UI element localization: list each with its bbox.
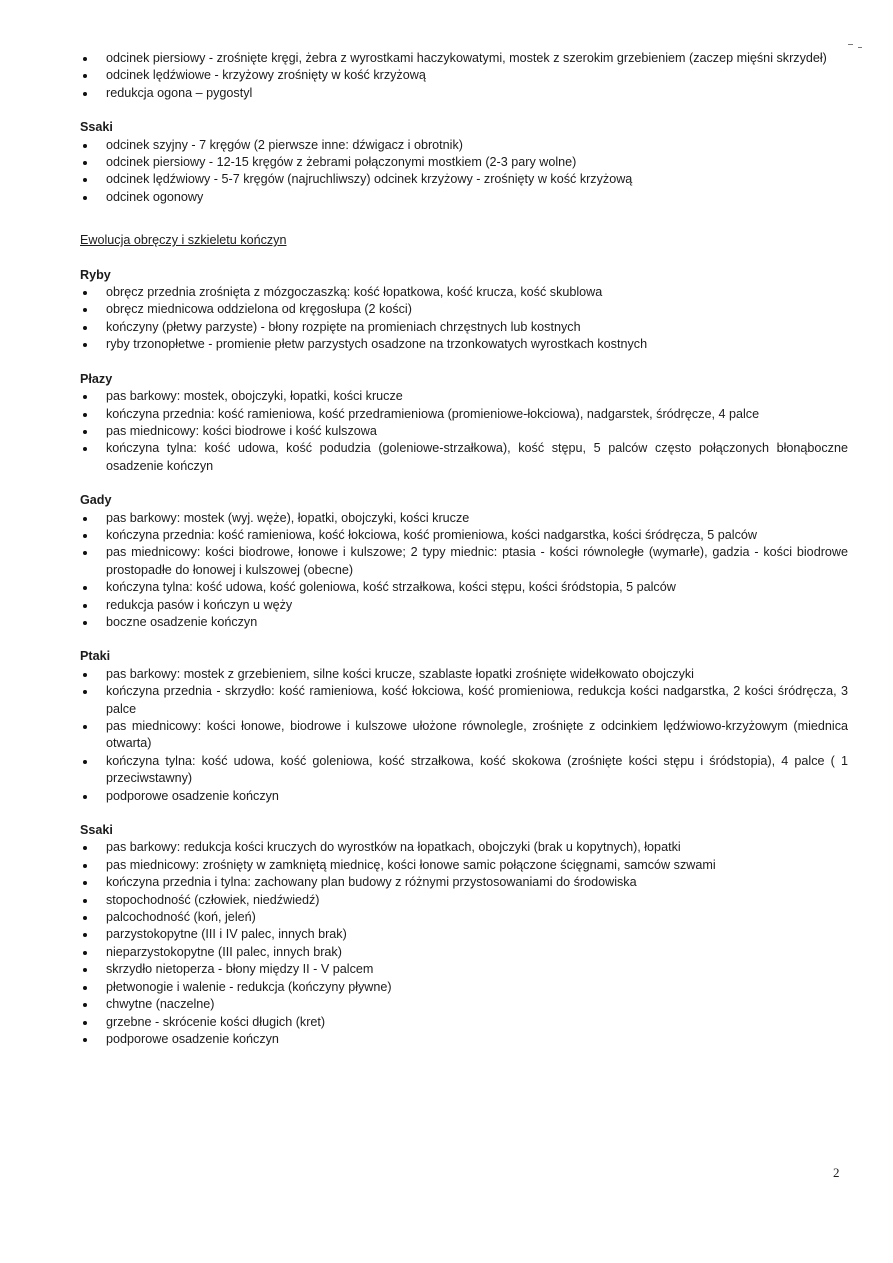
- section-heading: Ewolucja obręczy i szkieletu kończyn: [80, 233, 287, 248]
- mammals-limbs-section: [80, 822, 848, 1048]
- reptiles-section: [80, 492, 848, 631]
- list-item: podporowe osadzenie kończyn: [80, 1031, 848, 1048]
- list-item: redukcja ogona – pygostyl: [80, 85, 848, 102]
- list-item: nieparzystokopytne (III palec, innych brak): [80, 944, 848, 961]
- birds-section: [80, 648, 848, 805]
- scan-speck: [848, 44, 853, 45]
- list-item: pas barkowy: redukcja kości kruczych do wyrostków na łopatkach, obojczyki (brak u kopytnych), łopatki: [80, 839, 848, 856]
- list-item: kończyna przednia: kość ramieniowa, kość przedramieniowa (promieniowe-łokciowa), nadgarstek, śródręcze, 4 palce: [80, 406, 848, 423]
- list-item: pas miednicowy: kości łonowe, biodrowe i kulszowe ułożone równolegle, zrośnięte z odcinkiem lędźwiowo-krzyżowym (miednica otwarta): [80, 718, 848, 753]
- group-title: Płazy: [80, 371, 113, 386]
- list-item: pas barkowy: mostek, obojczyki, łopatki, kości krucze: [80, 388, 848, 405]
- list-item: odcinek piersiowy - zrośnięte kręgi, żebra z wyrostkami haczykowatymi, mostek z szerokim grzebieniem (zaczep mięśni skrzydeł): [80, 50, 848, 67]
- fish-list: [80, 284, 848, 354]
- list-item: obręcz miednicowa oddzielona od kręgosłupa (2 kości): [80, 301, 848, 318]
- list-item: pas miednicowy: kości biodrowe, łonowe i kulszowe; 2 typy miednic: ptasia - kości równoległe (wymarłe), gadzia - kości biodrowe prostopadłe do łonowej i kulszowej (obecne): [80, 544, 848, 579]
- fish-section: [80, 267, 848, 354]
- list-item: odcinek lędźwiowy - 5-7 kręgów (najruchliwszy) odcinek krzyżowy - zrośnięty w kość krzyżową: [80, 171, 848, 188]
- list-item: podporowe osadzenie kończyn: [80, 788, 848, 805]
- list-item: chwytne (naczelne): [80, 996, 848, 1013]
- birds-list: [80, 666, 848, 805]
- group-title: Ssaki: [80, 823, 113, 838]
- reptiles-list: [80, 510, 848, 632]
- list-item: parzystokopytne (III i IV palec, innych brak): [80, 926, 848, 943]
- amphibians-list: [80, 388, 848, 475]
- list-item: kończyna przednia i tylna: zachowany plan budowy z różnymi przystosowaniami do środowiska: [80, 874, 848, 891]
- mammals-spine-list: [80, 137, 848, 207]
- group-title: Ptaki: [80, 649, 111, 664]
- group-title: Ryby: [80, 267, 111, 282]
- list-item: odcinek ogonowy: [80, 189, 848, 206]
- list-item: stopochodność (człowiek, niedźwiedź): [80, 892, 848, 909]
- page-number: 2: [833, 1165, 840, 1180]
- list-item: pas barkowy: mostek (wyj. węże), łopatki, obojczyki, kości krucze: [80, 510, 848, 527]
- list-item: kończyna tylna: kość udowa, kość goleniowa, kość strzałkowa, kość skokowa (zrośnięte kości stępu i śródstopia), 4 palce ( 1 przeciwstawny): [80, 753, 848, 788]
- list-item: boczne osadzenie kończyn: [80, 614, 848, 631]
- group-title: Ssaki: [80, 120, 113, 135]
- list-item: obręcz przednia zrośnięta z mózgoczaszką: kość łopatkowa, kość krucza, kość skublowa: [80, 284, 848, 301]
- list-item: odcinek lędźwiowe - krzyżowy zrośnięty w kość krzyżową: [80, 67, 848, 84]
- list-item: grzebne - skrócenie kości długich (kret): [80, 1014, 848, 1031]
- list-item: pas miednicowy: zrośnięty w zamkniętą miednicę, kości łonowe samic połączone ścięgnami, samców szwami: [80, 857, 848, 874]
- list-item: pas barkowy: mostek z grzebieniem, silne kości krucze, szablaste łopatki zrośnięte widełkowato obojczyki: [80, 666, 848, 683]
- document-body: [80, 50, 848, 1048]
- list-item: kończyna tylna: kość udowa, kość podudzia (goleniowe-strzałkowa), kość stępu, 5 palców często połączonych błonąboczne osadzenie kończyn: [80, 440, 848, 475]
- list-item: odcinek piersiowy - 12-15 kręgów z żebrami połączonymi mostkiem (2-3 pary wolne): [80, 154, 848, 171]
- list-item: pas miednicowy: kości biodrowe i kość kulszowa: [80, 423, 848, 440]
- group-title: Gady: [80, 493, 112, 508]
- list-item: płetwonogie i walenie - redukcja (kończyny pływne): [80, 979, 848, 996]
- list-item: redukcja pasów i kończyn u węży: [80, 597, 848, 614]
- mammals-limbs-list: [80, 839, 848, 1048]
- list-item: skrzydło nietoperza - błony między II - V palcem: [80, 961, 848, 978]
- list-item: kończyna przednia: kość ramieniowa, kość łokciowa, kość promieniowa, kości nadgarstka, kości śródręcza, 5 palców: [80, 527, 848, 544]
- list-item: palcochodność (koń, jeleń): [80, 909, 848, 926]
- list-item: ryby trzonopłetwe - promienie płetw parzystych osadzone na trzonkowatych wyrostkach kostnych: [80, 336, 848, 353]
- scan-speck: [858, 47, 862, 48]
- list-item: kończyna przednia - skrzydło: kość ramieniowa, kość łokciowa, kość promieniowa, redukcja kości nadgarstka, 2 kości śródręcza, 3 palce: [80, 683, 848, 718]
- continuation-list: [80, 50, 848, 102]
- mammals-spine-section: [80, 119, 848, 206]
- list-item: odcinek szyjny - 7 kręgów (2 pierwsze inne: dźwigacz i obrotnik): [80, 137, 848, 154]
- list-item: kończyny (płetwy parzyste) - błony rozpięte na promieniach chrzęstnych lub kostnych: [80, 319, 848, 336]
- amphibians-section: [80, 371, 848, 475]
- list-item: kończyna tylna: kość udowa, kość goleniowa, kość strzałkowa, kości stępu, kości śródstopia, 5 palców: [80, 579, 848, 596]
